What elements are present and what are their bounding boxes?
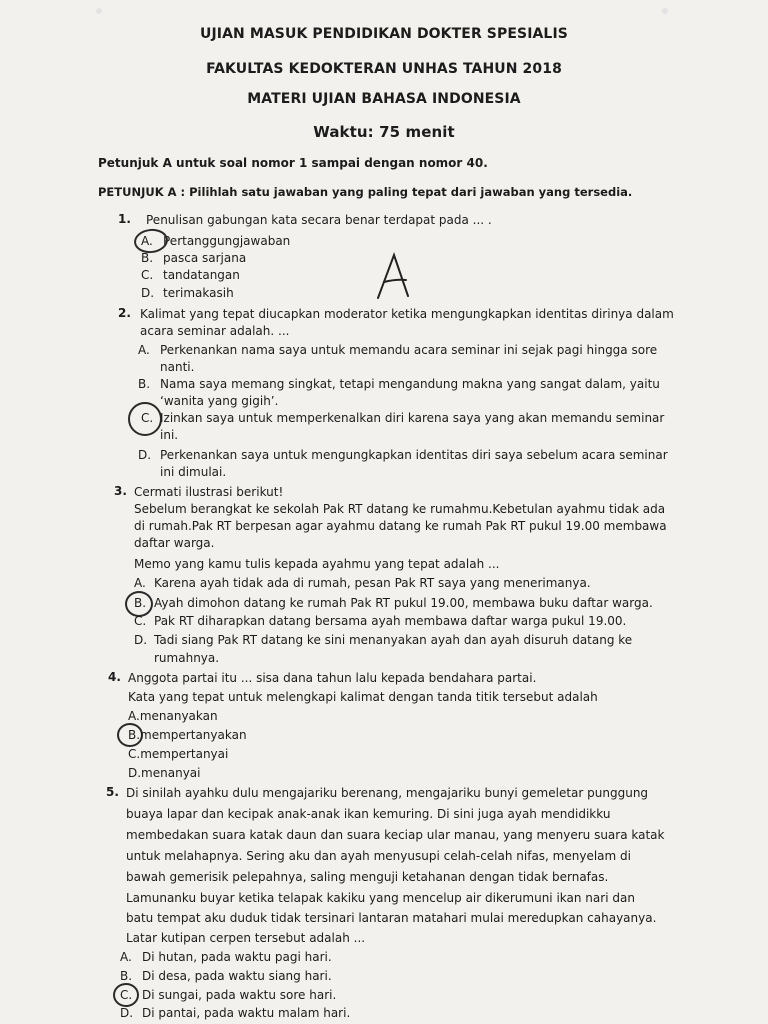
answer-circle — [113, 983, 139, 1007]
passage-line: untuk melahapnya. Sering aku dan ayah menyusupi celah-celah nifas, menyelam di — [126, 849, 631, 863]
question-prompt: Memo yang kamu tulis kepada ayahmu yang tepat adalah ... — [134, 557, 500, 571]
option-text: Di hutan, pada waktu pagi hari. — [142, 950, 332, 964]
option-text: tandatangan — [163, 268, 240, 282]
question-prompt: Latar kutipan cerpen tersebut adalah ... — [126, 931, 366, 945]
option-letter: A. — [138, 343, 150, 357]
option-letter: A. — [141, 234, 153, 248]
option-text: Pak RT diharapkan datang bersama ayah membawa daftar warga pukul 19.00. — [154, 614, 627, 628]
option-letter: A. — [134, 576, 146, 590]
option-letter: B. — [138, 377, 151, 391]
option-text: Nama saya memang singkat, tetapi mengandung makna yang sangat dalam, yaitu — [160, 377, 660, 391]
illustration-text: daftar warga. — [134, 536, 215, 550]
option-text: rumahnya. — [154, 651, 220, 665]
option-text: pasca sarjana — [163, 251, 247, 265]
option-letter: D. — [120, 1006, 134, 1020]
option-letter: C. — [134, 614, 147, 628]
time-limit: Waktu: 75 menit — [313, 123, 455, 141]
option-text: A.menanyakan — [128, 709, 218, 723]
option-text: Pertanggungjawaban — [163, 234, 291, 248]
option-letter: C. — [141, 268, 154, 282]
illustration-text: di rumah.Pak RT berpesan agar ayahmu datang ke rumah Pak RT pukul 19.00 membawa — [134, 519, 667, 533]
exam-title: UJIAN MASUK PENDIDIKAN DOKTER SPESIALIS — [200, 26, 568, 42]
passage-line: bawah gemerisik pelepahnya, saling menguji ketahanan dengan tidak bernafas. — [126, 870, 609, 884]
question-text: acara seminar adalah. ... — [140, 324, 290, 338]
scan-hole-right — [662, 8, 668, 14]
option-letter: A. — [120, 950, 132, 964]
option-text: nanti. — [160, 360, 195, 374]
question-number: 1. — [118, 212, 131, 226]
option-letter: C. — [120, 988, 133, 1002]
passage-line: batu tempat aku duduk tidak tersinari lantaran matahari mulai meredupkan cahayanya. — [126, 911, 657, 925]
question-text: Cermati ilustrasi berikut! — [134, 485, 284, 499]
option-text: C.mempertanyai — [128, 747, 229, 761]
illustration-text: Sebelum berangkat ke sekolah Pak RT datang ke rumahmu.Kebetulan ayahmu tidak ada — [134, 502, 666, 516]
question-prompt: Kata yang tepat untuk melengkapi kalimat dengan tanda titik tersebut adalah — [128, 690, 598, 704]
option-text: Di sungai, pada waktu sore hari. — [142, 988, 337, 1002]
option-text: Karena ayah tidak ada di rumah, pesan Pak RT saya yang menerimanya. — [154, 576, 591, 590]
answer-circle — [128, 402, 162, 436]
question-text: Kalimat yang tepat diucapkan moderator ketika mengungkapkan identitas dirinya dalam — [140, 307, 674, 321]
option-text: Perkenankan nama saya untuk memandu acara seminar ini sejak pagi hingga sore — [160, 343, 658, 357]
option-letter: C. — [141, 411, 154, 425]
question-number: 4. — [108, 670, 121, 684]
passage-line: buaya lapar dan kecipak anak-anak ikan kemuring. Di sini juga ayah mendidikku — [126, 807, 611, 821]
option-text: Izinkan saya untuk memperkenalkan diri karena saya yang akan memandu seminar — [160, 411, 665, 425]
option-letter: B. — [141, 251, 154, 265]
instruction-a: PETUNJUK A : Pilihlah satu jawaban yang paling tepat dari jawaban yang tersedia. — [98, 185, 633, 199]
subject-title: MATERI UJIAN BAHASA INDONESIA — [247, 91, 521, 107]
question-number: 5. — [106, 785, 119, 799]
option-letter: D. — [141, 286, 155, 300]
option-text: ini dimulai. — [160, 465, 227, 479]
faculty-title: FAKULTAS KEDOKTERAN UNHAS TAHUN 2018 — [206, 61, 562, 77]
option-text: terimakasih — [163, 286, 234, 300]
option-text: ini. — [160, 428, 179, 442]
passage-line: membedakan suara katak daun dan suara keciap ular manau, yang menyeru suara katak — [126, 828, 665, 842]
option-letter: D. — [138, 448, 152, 462]
question-number: 3. — [114, 484, 127, 498]
option-text: Tadi siang Pak RT datang ke sini menanyakan ayah dan ayah disuruh datang ke — [154, 633, 633, 647]
option-text: Di pantai, pada waktu malam hari. — [142, 1006, 351, 1020]
question-text: Penulisan gabungan kata secara benar terdapat pada ... . — [146, 213, 492, 227]
option-letter: B. — [120, 969, 133, 983]
option-text: D.menanyai — [128, 766, 201, 780]
option-text: B.mempertanyakan — [128, 728, 247, 742]
option-letter: B. — [134, 596, 147, 610]
handwritten-answer-a — [374, 252, 414, 300]
option-text: Di desa, pada waktu siang hari. — [142, 969, 332, 983]
option-text: ‘wanita yang gigih’. — [160, 394, 279, 408]
option-text: Ayah dimohon datang ke rumah Pak RT pukul 19.00, membawa buku daftar warga. — [154, 596, 653, 610]
passage-line: Lamunanku buyar ketika telapak kakiku yang mencelup air dikerumuni ikan nari dan — [126, 891, 635, 905]
passage-line: Di sinilah ayahku dulu mengajariku berenang, mengajariku bunyi gemeletar punggung — [126, 786, 649, 800]
scan-hole-left — [96, 8, 102, 14]
option-letter: D. — [134, 633, 148, 647]
option-text: Perkenankan saya untuk mengungkapkan identitas diri saya sebelum acara seminar — [160, 448, 668, 462]
question-number: 2. — [118, 306, 131, 320]
instruction-range: Petunjuk A untuk soal nomor 1 sampai dengan nomor 40. — [98, 156, 488, 170]
question-text: Anggota partai itu ... sisa dana tahun lalu kepada bendahara partai. — [128, 671, 537, 685]
